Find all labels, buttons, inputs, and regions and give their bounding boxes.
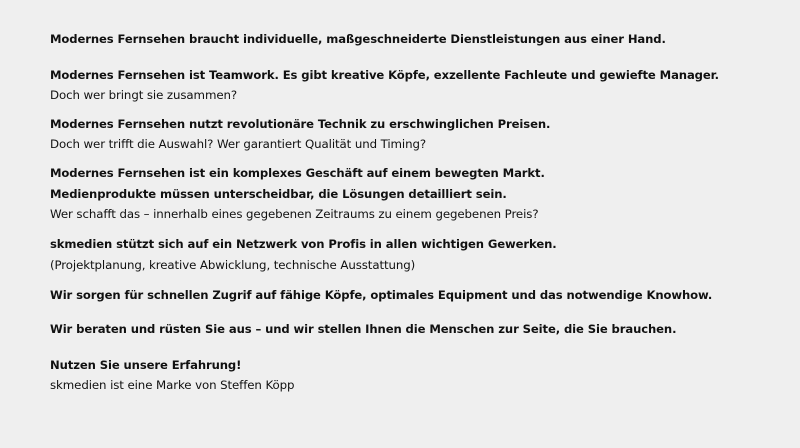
paragraph-1-heading: Modernes Fernsehen braucht individuelle, maßgeschneiderte Dienstleistungen aus einer Hand.	[50, 32, 666, 46]
company-note: skmedien ist eine Marke von Steffen Köpp	[50, 378, 295, 392]
paragraph-4-heading-1: Modernes Fernsehen ist ein komplexes Geschäft auf einem bewegten Markt.	[50, 166, 545, 180]
paragraph-3-heading: Modernes Fernsehen nutzt revolutionäre Technik zu erschwinglichen Preisen.	[50, 117, 551, 131]
paragraph-5-text: (Projektplanung, kreative Abwicklung, technische Ausstattung)	[50, 258, 416, 272]
paragraph-5-heading: skmedien stützt sich auf ein Netzwerk von Profis in allen wichtigen Gewerken.	[50, 237, 557, 251]
paragraph-3-text: Doch wer trifft die Auswahl? Wer garantiert Qualität und Timing?	[50, 137, 427, 151]
paragraph-2-heading: Modernes Fernsehen ist Teamwork. Es gibt kreative Köpfe, exzellente Fachleute und gewiefte Manager.	[50, 68, 719, 82]
paragraph-6-heading: Wir sorgen für schnellen Zugrif auf fähige Köpfe, optimales Equipment und das notwendige Knowhow.	[50, 288, 713, 302]
paragraph-2-text: Doch wer bringt sie zusammen?	[50, 88, 238, 102]
paragraph-7-heading: Wir beraten und rüsten Sie aus – und wir stellen Ihnen die Menschen zur Seite, die Sie brauchen.	[50, 322, 677, 336]
paragraph-4-heading-2: Medienprodukte müssen unterscheidbar, die Lösungen detailliert sein.	[50, 187, 507, 201]
paragraph-8-heading: Nutzen Sie unsere Erfahrung!	[50, 358, 242, 372]
paragraph-4-text: Wer schafft das – innerhalb eines gegebenen Zeitraums zu einem gegebenen Preis?	[50, 207, 539, 221]
